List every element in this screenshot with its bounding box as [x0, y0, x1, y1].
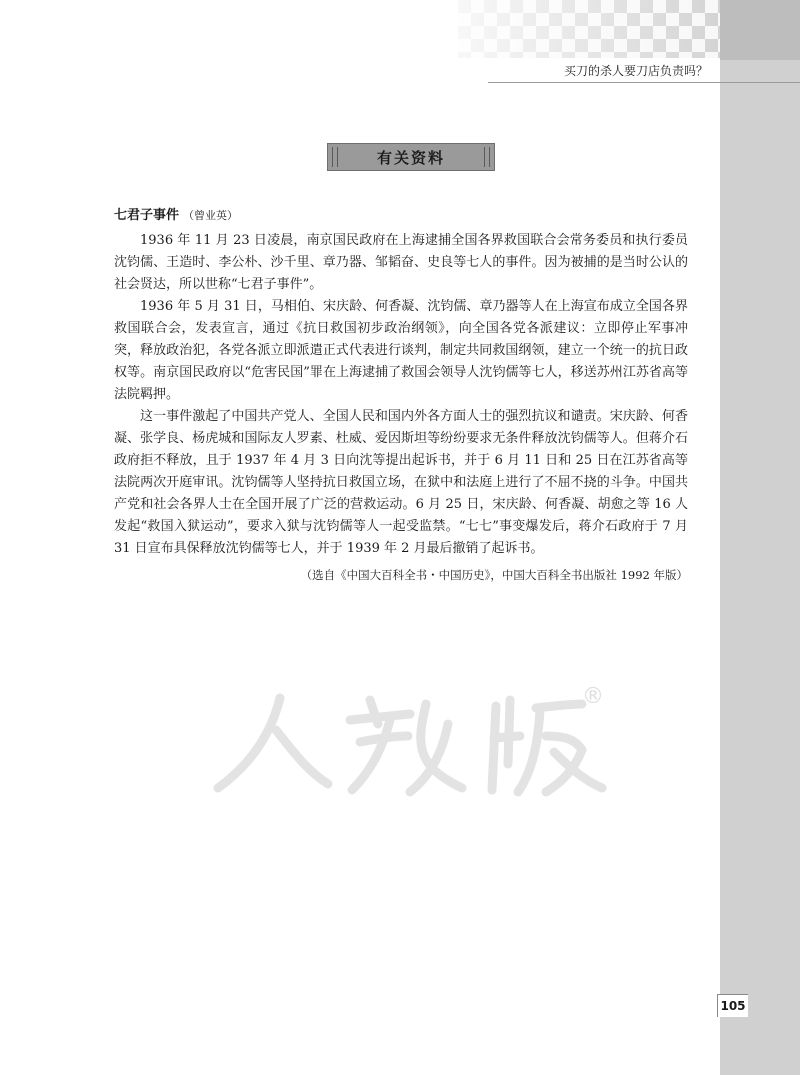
paragraph-1: 1936 年 11 月 23 日凌晨，南京国民政府在上海逮捕全国各界救国联合会常务委员和执行委员沈钧儒、王造时、李公朴、沙千里、章乃器、邹韬奋、史良等七人的事件。因为被捕的是当时公认的社会贤达，所以世称“七君子事件”。: [114, 233, 688, 292]
watermark-strokes: [218, 698, 602, 792]
right-margin-band: [720, 0, 800, 1075]
page-number: 105: [717, 994, 748, 1017]
article-heading: [114, 205, 688, 227]
section-title: 有关资料: [376, 148, 445, 167]
paragraph-3: 这一事件激起了中国共产党人、全国人民和国内外各方面人士的强烈抗议和谴责。宋庆龄、何香凝、张学良、杨虎城和国际友人罗素、杜威、爱因斯坦等纷纷要求无条件释放沈钧儒等人。但蒋介石政府拒不释放，且于 1937 年 4 月 3 日向沈等提出起诉书，并于 6 月 11 日和 25 日在江苏省高等法院两次开庭审讯。沈钧儒等人坚持抗日救国立场，在狱中和法庭上进行了不屈不挠的斗争。中国共产党和社会各界人士在全国开展了广泛的营救运动。6 月 25 日，宋庆龄、何香凝、胡愈之等 16 人发起“救国入狱运动”，要求入狱与沈钧儒等人一起受监禁。“七七”事变爆发后，蒋介石政府于 7 月 31 日宣布具保释放沈钧儒等七人，并于 1939 年 2 月最后撤销了起诉书。: [114, 409, 688, 556]
running-head: 买刀的杀人要刀店负责吗？: [563, 64, 708, 78]
header-rule: [488, 82, 800, 83]
header-checker-pattern: [458, 0, 720, 58]
registered-mark: ®: [582, 684, 604, 709]
publisher-watermark: [210, 680, 630, 800]
source-citation: （选自《中国大百科全书・中国历史》，中国大百科全书出版社 1992 年版）: [300, 568, 688, 582]
paragraph-2: 1936 年 5 月 31 日，马相伯、宋庆龄、何香凝、沈钧儒、章乃器等人在上海宣布成立全国各界救国联合会，发表宣言，通过《抗日救国初步政治纲领》，向全国各党各派建议：立即停止军事冲突，释放政治犯，各党各派立即派遣正式代表进行谈判，制定共同救国纲领，建立一个统一的抗日政权等。南京国民政府以“危害民国”罪在上海逮捕了救国会领导人沈钧儒等七人，移送苏州江苏省高等法院羁押。: [114, 299, 688, 402]
article-title: 七君子事件: [114, 208, 180, 223]
header-corner-block: [720, 0, 800, 60]
article-author: （曾业英）: [183, 209, 239, 222]
section-title-box: [327, 143, 495, 171]
article: [114, 205, 688, 586]
